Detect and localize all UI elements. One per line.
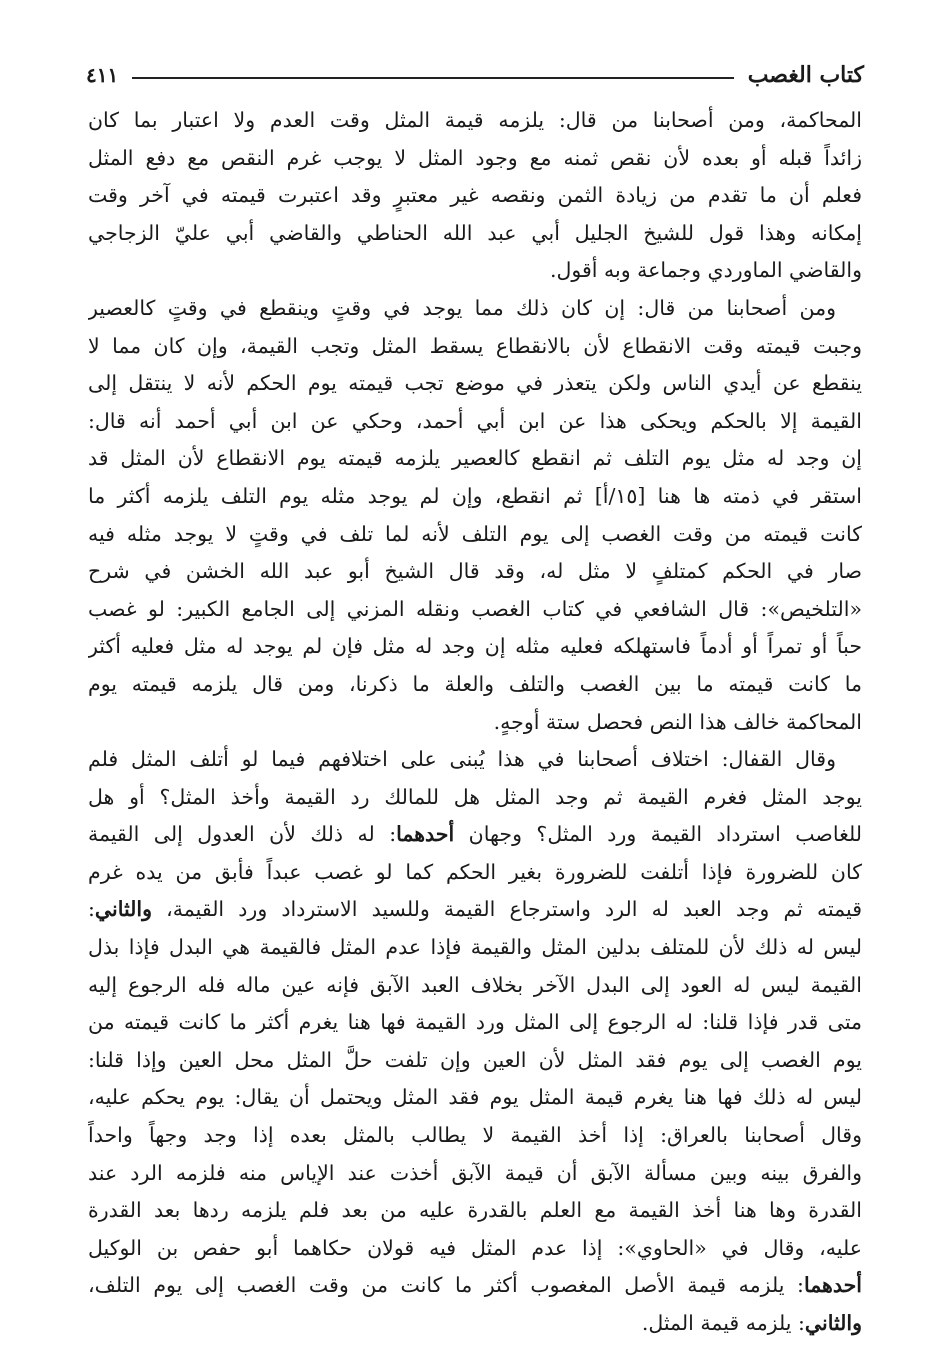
text-segment: كانت قيمته من وقت الغصب إلى يوم التلف لأنه لما تلف في وقتٍ لا يوجد مثله فيه [88,521,862,546]
text-segment: ومن أصحابنا من قال: إن كان ذلك مما يوجد في وقتٍ وينقطع في وقتٍ كالعصير [88,295,836,320]
text-segment: القيمة ليس له العود إلى البدل الآخر بخلاف العبد الآبق فإنه عين ماله فله الرجوع إليه [88,972,862,997]
text-segment: : يلزمه قيمة المثل. [641,1311,805,1335]
header-rule [132,77,733,79]
text-line [88,478,862,516]
text-line [88,1079,862,1117]
text-segment: للغاصب استرداد القيمة ورد المثل؟ وجهان [454,822,862,847]
text-line [88,591,862,629]
text-line [88,140,862,178]
text-line [88,252,862,290]
text-segment: ليس له ذلك لأن للمتلف بدلين المثل والقيمة فإذا عدم المثل فالقيمة هي البدل فإذا بذل [88,935,862,960]
text-segment: حباً أو تمراً أو أدماً فاستهلكه فعليه مثله إن وجد له مثل فإن لم يوجد له مثل فعليه أكثر [88,634,862,659]
text-segment: فعلم أن ما تقدم من زيادة الثمن ونقصه غير معتبرٍ وقد اعتبرت قيمته في آخر وقت [88,183,862,208]
text-segment: ليس له ذلك فها هنا يغرم قيمة المثل يوم فقد المثل ويحتمل أن يقال: يوم يحكم عليه، [88,1085,862,1110]
text-line [88,1117,862,1155]
text-line [88,290,862,328]
text-line [88,177,862,215]
text-line [88,1192,862,1230]
text-line [88,328,862,366]
text-line [88,741,862,779]
text-segment: ينقطع عن أيدي الناس ولكن يتعذر في موضع تجب قيمته يوم الحكم لأنه لا ينتقل إلى [88,371,862,396]
text-line [88,779,862,817]
text-line [88,553,862,591]
text-segment: المحاكمة خالف هذا النص فحصل ستة أوجهٍ. [493,709,862,734]
text-line [88,891,862,929]
text-segment: إمكانه وهذا قول للشيخ الجليل أبي عبد الله الحناطي والقاضي أبي عليّ الزجاجي [88,220,862,245]
text-segment: يوم الغصب إلى يوم فقد المثل لأن العين وإن تلفت حلَّ المثل محل العين وإذا قلنا: [88,1047,862,1072]
text-line [88,1305,862,1343]
text-segment: إن وجد له مثل يوم التلف ثم انقطع كالعصير يلزمه قيمته يوم الانقطاع لأن المثل قد [88,446,862,471]
bold-term: أحدهما [803,1273,862,1298]
text-segment: المحاكمة، ومن أصحابنا من قال: يلزمه قيمة المثل وقت العدم ولا اعتبار بما كان [88,108,862,132]
text-segment: القدرة وها هنا أخذ القيمة مع العلم بالقدرة عليه من بعد فلم يلزمه ردها بعد القدرة [88,1198,862,1223]
text-line [88,1004,862,1042]
text-line [88,102,862,140]
text-segment: وقال أصحابنا بالعراق: إذا أخذ القيمة لا يطالب بالمثل بعده إذا وجد وجهاً واحداً [88,1123,862,1148]
text-line [88,440,862,478]
text-line [88,967,862,1005]
text-line [88,816,862,854]
page-header [86,58,864,92]
running-title: كتاب الغصب [747,62,864,88]
text-segment: يوجد المثل فغرم القيمة ثم وجد المثل هل للمالك رد القيمة وأخذ المثل؟ أو هل [88,784,862,809]
text-segment: زائداً قبله أو بعده لأن نقص ثمنه مع وجود المثل لا يوجب غرم النقص مع دفع المثل [88,145,862,170]
text-segment: القيمة إلا بالحكم ويحكى هذا عن ابن أبي أحمد، وحكي عن ابن أبي أحمد أنه قال: [88,408,862,433]
text-segment: والفرق بينه وبين مسألة الآبق أن قيمة الآبق أخذت عند الإياس منه فلزمه الرد عند [88,1160,862,1185]
text-line [88,1042,862,1080]
text-segment: وجبت قيمته وقت الانقطاع لأن بالانقطاع يسقط المثل وتجب القيمة، وإن كان مما لا [88,333,862,358]
page-number: ٤١١ [86,63,119,87]
text-line [88,215,862,253]
text-line [88,666,862,704]
text-line [88,628,862,666]
text-line [88,1230,862,1268]
text-segment: «التلخيص»: قال الشافعي في كتاب الغصب ونقله المزني إلى الجامع الكبير: لو غصب [88,596,862,621]
text-segment: : [88,897,95,922]
bold-term: أحدهما [396,822,455,847]
paragraph [88,102,862,290]
page-body [88,102,862,1343]
text-segment: والقاضي الماوردي وجماعة وبه أقول. [549,258,862,283]
text-segment: عليه، وقال في «الحاوي»: إذا عدم المثل فيه قولان حكاهما أبو حفص بن الوكيل [88,1235,862,1260]
text-line [88,704,862,742]
text-line [88,403,862,441]
text-segment: : له ذلك لأن العدول إلى القيمة [88,822,397,847]
text-line [88,929,862,967]
text-line [88,1155,862,1193]
bold-term: والثاني [94,897,152,922]
text-segment: صار في الحكم كمتلفٍ لا مثل له، وقد قال الشيخ أبو عبد الله الخشن في شرح [88,559,862,584]
text-segment: قيمته ثم وجد العبد له الرد واسترجاع القيمة وللسيد الاسترداد ورد القيمة، [152,897,862,922]
text-segment: وقال القفال: اختلاف أصحابنا في هذا يُبنى على اختلافهم فيما لو أتلف المثل فلم [88,747,836,772]
bold-term: والثاني [804,1311,862,1335]
text-line [88,854,862,892]
paragraph [88,290,862,741]
text-segment: : يلزمه قيمة الأصل المغصوب أكثر ما كانت من وقت الغصب إلى يوم التلف، [88,1273,804,1298]
paragraph [88,741,862,1343]
text-line [88,1267,862,1305]
text-line [88,365,862,403]
text-line [88,516,862,554]
text-segment: متى قدر فإذا قلنا: له الرجوع إلى المثل ورد القيمة فها هنا يغرم أكثر ما كانت قيمته من [88,1010,862,1035]
text-segment: كان للضرورة فإذا أتلفت للضرورة بغير الحكم كما لو غصب عبداً فأبق من يده غرم [88,859,862,884]
text-segment: استقر في ذمته ها هنا [١٥/أ] ثم انقطع، وإن لم يوجد مثله يوم التلف يلزمه أكثر ما [88,483,862,508]
text-segment: ما كانت قيمته ما بين الغصب والتلف والعلة ما ذكرنا، ومن قال يلزمه قيمته يوم [88,671,862,696]
